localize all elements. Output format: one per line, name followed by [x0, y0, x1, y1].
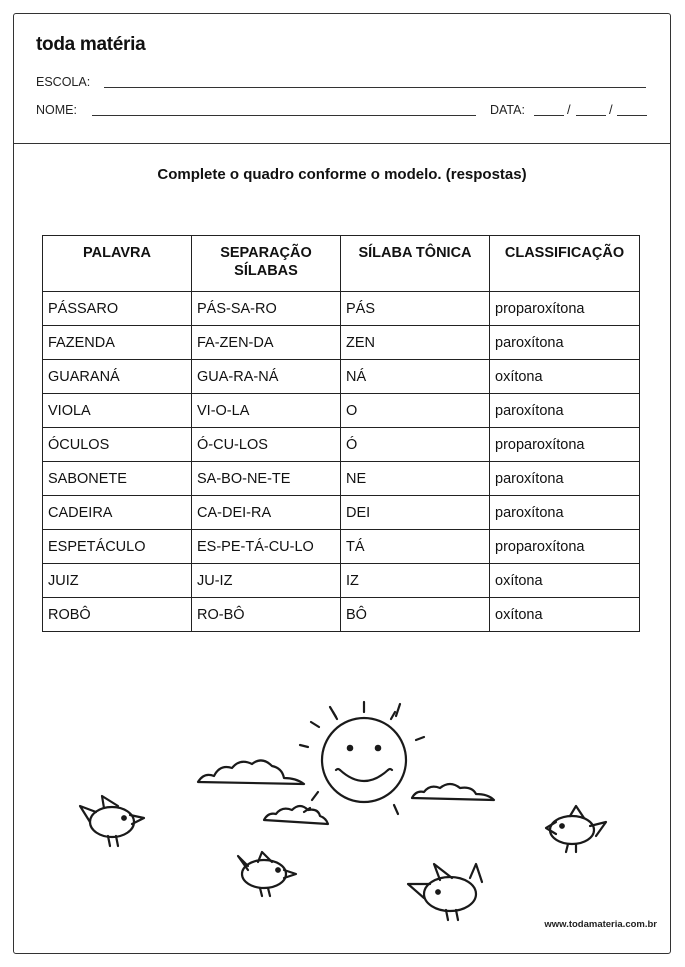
cell-separation: PÁS-SA-RO: [192, 292, 341, 326]
cell-separation: GUA-RA-NÁ: [192, 360, 341, 394]
table-row: [43, 564, 640, 598]
header-palavra: PALAVRA: [43, 236, 192, 292]
syllable-table: [42, 235, 640, 632]
cell-word: FAZENDA: [43, 326, 192, 360]
date-separator-2: /: [609, 102, 613, 117]
cell-classification: paroxítona: [490, 394, 640, 428]
cell-classification: paroxítona: [490, 462, 640, 496]
cell-tonic: O: [341, 394, 490, 428]
table-row: [43, 530, 640, 564]
name-field-line[interactable]: [92, 115, 476, 116]
cell-classification: proparoxítona: [490, 292, 640, 326]
instruction-text: Complete o quadro conforme o modelo. (respostas): [157, 166, 527, 183]
cell-tonic: Ó: [341, 428, 490, 462]
header-separacao-text: SEPARAÇÃO SÍLABAS: [220, 245, 312, 279]
date-day-line[interactable]: [534, 115, 564, 116]
cell-word: CADEIRA: [43, 496, 192, 530]
date-month-line[interactable]: [576, 115, 606, 116]
footer-url[interactable]: www.todamateria.com.br: [544, 919, 657, 930]
cell-tonic: DEI: [341, 496, 490, 530]
cell-separation: FA-ZEN-DA: [192, 326, 341, 360]
cell-separation: SA-BO-NE-TE: [192, 462, 341, 496]
cell-tonic: BÔ: [341, 598, 490, 632]
cell-classification: oxítona: [490, 564, 640, 598]
cell-classification: oxítona: [490, 360, 640, 394]
cell-tonic: PÁS: [341, 292, 490, 326]
name-label: NOME:: [36, 103, 77, 117]
header-silaba-tonica: SÍLABA TÔNICA: [341, 236, 490, 292]
date-separator-1: /: [567, 102, 571, 117]
cell-classification: proparoxítona: [490, 428, 640, 462]
table-row: [43, 292, 640, 326]
cell-separation: JU-IZ: [192, 564, 341, 598]
cell-separation: VI-O-LA: [192, 394, 341, 428]
brand-logo: toda matéria: [36, 34, 146, 55]
cell-classification: oxítona: [490, 598, 640, 632]
cell-word: ESPETÁCULO: [43, 530, 192, 564]
school-label: ESCOLA:: [36, 75, 91, 89]
cell-word: ÓCULOS: [43, 428, 192, 462]
header-classificacao: CLASSIFICAÇÃO: [490, 236, 640, 292]
cell-tonic: ZEN: [341, 326, 490, 360]
worksheet-frame: [13, 13, 671, 954]
table-row: [43, 462, 640, 496]
cell-tonic: NÁ: [341, 360, 490, 394]
cell-word: ROBÔ: [43, 598, 192, 632]
cell-separation: ES-PE-TÁ-CU-LO: [192, 530, 341, 564]
table-row: [43, 360, 640, 394]
table-row: [43, 394, 640, 428]
cell-separation: RO-BÔ: [192, 598, 341, 632]
cell-separation: Ó-CU-LOS: [192, 428, 341, 462]
date-year-line[interactable]: [617, 115, 647, 116]
table-row: [43, 598, 640, 632]
cell-word: GUARANÁ: [43, 360, 192, 394]
table-header-row: [43, 236, 640, 292]
table-row: [43, 326, 640, 360]
header-separacao: [192, 236, 341, 292]
cell-classification: proparoxítona: [490, 530, 640, 564]
cell-classification: paroxítona: [490, 496, 640, 530]
cell-classification: paroxítona: [490, 326, 640, 360]
table-row: [43, 428, 640, 462]
date-label: DATA:: [490, 103, 525, 117]
cell-separation: CA-DEI-RA: [192, 496, 341, 530]
table-row: [43, 496, 640, 530]
cell-tonic: IZ: [341, 564, 490, 598]
cell-tonic: TÁ: [341, 530, 490, 564]
cell-word: JUIZ: [43, 564, 192, 598]
cell-tonic: NE: [341, 462, 490, 496]
school-field-line[interactable]: [104, 87, 646, 88]
cell-word: VIOLA: [43, 394, 192, 428]
cell-word: PÁSSARO: [43, 292, 192, 326]
cell-word: SABONETE: [43, 462, 192, 496]
worksheet-header: [14, 14, 670, 144]
